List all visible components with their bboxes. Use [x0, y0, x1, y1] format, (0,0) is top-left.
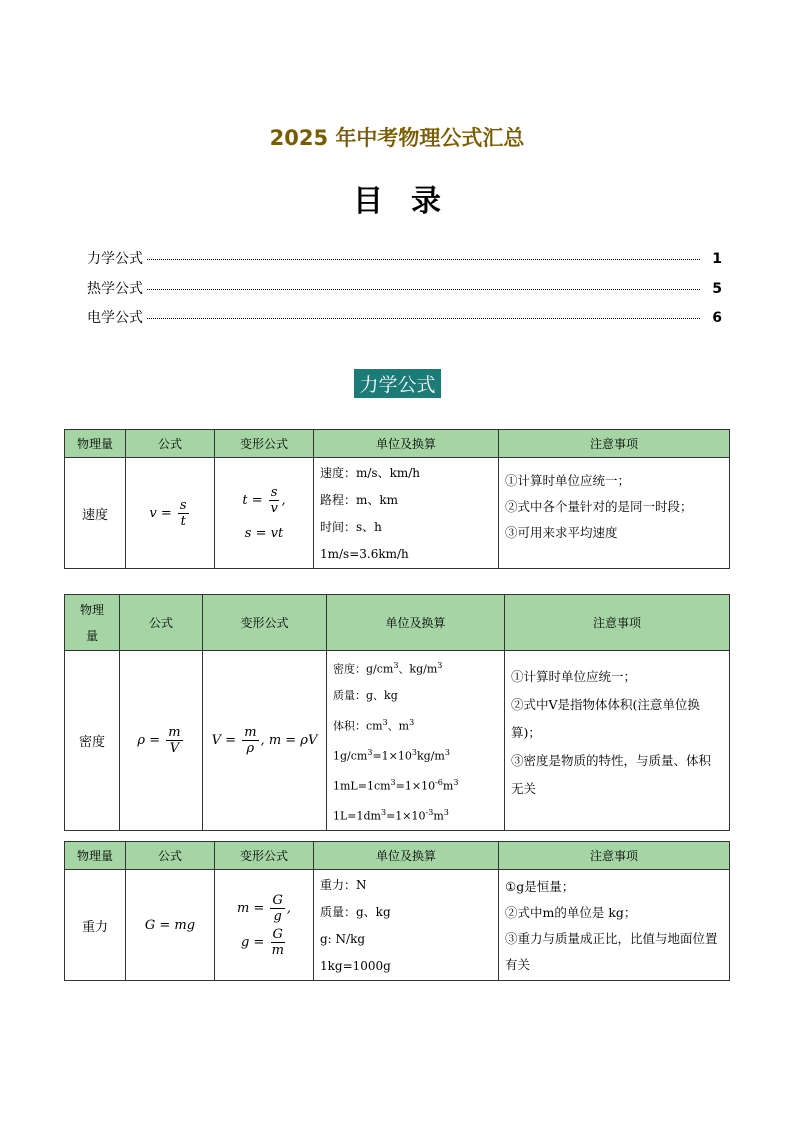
unit-line: $1L=1dm^3=1\times 10^{-3}m^3$ — [333, 808, 449, 823]
fraction-numerator: G — [272, 892, 283, 908]
table-row — [65, 870, 730, 981]
formula-cell: G = mg — [126, 870, 215, 981]
document-title: 2025 年中考物理公式汇总 — [269, 126, 525, 150]
fraction-denominator: t — [180, 513, 186, 529]
header-units: 单位及换算 — [314, 842, 499, 870]
header-quantity: 物理量 — [65, 842, 126, 870]
formula-lhs: g — [241, 934, 250, 950]
formula-cell: v = $\frac{s}{t}$ — [126, 458, 215, 569]
fraction-denominator: V — [169, 741, 180, 757]
note-line: ②式中各个量针对的是同一时段； — [505, 499, 693, 514]
header-variant: 变形公式 — [203, 595, 327, 651]
variant-formula-cell: t = $\frac{s}{v}$ , s = vt — [215, 458, 314, 569]
fraction-denominator: ρ — [246, 741, 255, 757]
fraction — [271, 927, 285, 958]
formula-lhs: V — [211, 733, 222, 749]
table-row — [65, 458, 730, 569]
toc-heading: 目录 — [353, 184, 469, 219]
gravity-table — [64, 841, 730, 981]
header-variant: 变形公式 — [215, 842, 314, 870]
units-cell — [314, 870, 499, 981]
header-notes: 注意事项 — [499, 842, 730, 870]
toc-entry-page: 1 — [712, 251, 722, 267]
toc-entry-page: 6 — [712, 310, 722, 326]
toc-leader-dots — [147, 318, 700, 319]
variant-formula-2: s = vt — [244, 526, 284, 541]
unit-line: 体积：$cm^3$、$m^3$ — [333, 717, 415, 733]
fraction-numerator: s — [179, 497, 187, 513]
units-cell — [327, 651, 505, 831]
toc-entry-label: 热学公式 — [87, 280, 143, 297]
fraction — [242, 725, 258, 756]
toc-entry-page: 5 — [712, 280, 722, 297]
table-header-row — [65, 430, 730, 458]
fraction-denominator: m — [271, 942, 284, 958]
header-notes: 注意事项 — [505, 595, 730, 651]
formula-lhs: ρ — [137, 733, 146, 749]
variant-formula-cell: V = $\frac{m}{\rho}$ , m = ρV — [203, 651, 327, 831]
unit-line: 1m/s=3.6km/h — [320, 547, 409, 561]
note-line: ①计算时单位应统一； — [511, 669, 637, 684]
header-variant: 变形公式 — [215, 430, 314, 458]
formula-cell: ρ = $\frac{m}{V}$ — [120, 651, 203, 831]
header-formula: 公式 — [126, 842, 215, 870]
unit-line: 重力：N — [320, 878, 367, 892]
quantity-name: 重力 — [65, 870, 126, 981]
fraction — [178, 498, 189, 529]
quantity-name: 速度 — [65, 458, 126, 569]
header-units: 单位及换算 — [327, 595, 505, 651]
unit-line: g: N/kg — [320, 932, 366, 946]
note-line: ③可用来求平均速度 — [505, 525, 618, 540]
unit-line: 质量：g、kg — [320, 905, 391, 919]
variant-formula-2: m = ρV — [268, 733, 318, 749]
toc-entry-mechanics[interactable] — [87, 248, 722, 278]
unit-line: 路程：m、km — [320, 493, 399, 507]
section-heading-mechanics: 力学公式 — [354, 369, 441, 398]
fraction — [270, 893, 284, 924]
header-formula: 公式 — [120, 595, 203, 651]
unit-line: 速度：m/s、km/h — [320, 466, 421, 480]
note-line: ③重力与质量成正比，比值与地面位置有关 — [505, 931, 718, 972]
fraction-numerator: s — [270, 485, 278, 500]
formula-lhs: t — [242, 493, 248, 508]
table-header-row — [65, 595, 730, 651]
toc-entry-electricity[interactable] — [87, 307, 722, 337]
quantity-name: 密度 — [65, 651, 120, 831]
fraction-numerator: G — [272, 926, 283, 942]
notes-cell — [505, 651, 730, 831]
formula-lhs: m — [236, 900, 250, 916]
toc-leader-dots — [147, 259, 700, 260]
note-line: ②式中V是指物体体积(注意单位换算)； — [511, 697, 700, 740]
unit-line: 质量：g、kg — [333, 689, 398, 703]
toc-entry-label: 力学公式 — [87, 251, 143, 267]
unit-line: 密度：$g/cm^3$、$kg/m^3$ — [333, 661, 443, 676]
unit-line: $1mL=1cm^3=1\times 10^{-6}m^3$ — [333, 777, 459, 793]
formula-lhs: v — [149, 505, 157, 521]
units-cell — [314, 458, 499, 569]
fraction-denominator: v — [270, 501, 278, 516]
note-line: ②式中m的单位是 kg； — [505, 905, 637, 920]
toc-entry-heat[interactable] — [87, 278, 722, 308]
fraction — [166, 725, 182, 756]
note-line: ①计算时单位应统一； — [505, 473, 631, 488]
density-table — [64, 594, 730, 831]
header-notes: 注意事项 — [499, 430, 730, 458]
speed-table — [64, 429, 730, 569]
unit-line: 时间：s、h — [320, 520, 382, 534]
fraction-numerator: m — [244, 725, 257, 741]
header-formula: 公式 — [126, 430, 215, 458]
unit-line: $1g/cm^3=1\times 10^3kg/m^3$ — [333, 747, 450, 763]
header-quantity: 物理量 — [65, 595, 120, 651]
table-of-contents — [87, 248, 722, 337]
header-units: 单位及换算 — [314, 430, 499, 458]
toc-entry-label: 电学公式 — [87, 310, 143, 326]
fraction-numerator: m — [168, 725, 181, 741]
toc-leader-dots — [147, 289, 700, 290]
note-line: ③密度是物质的特性，与质量、体积无关 — [511, 753, 712, 796]
header-quantity: 物理量 — [65, 430, 126, 458]
notes-cell — [499, 458, 730, 569]
table-row — [65, 651, 730, 831]
fraction — [269, 485, 280, 516]
variant-formula-cell: m = $\frac{G}{g}$ , g = $\frac{G}{m}$ — [215, 870, 314, 981]
fraction-denominator: g — [273, 908, 282, 924]
unit-line: 1kg=1000g — [320, 959, 391, 973]
note-line: ①g是恒量； — [505, 879, 575, 894]
table-header-row — [65, 842, 730, 870]
notes-cell — [499, 870, 730, 981]
